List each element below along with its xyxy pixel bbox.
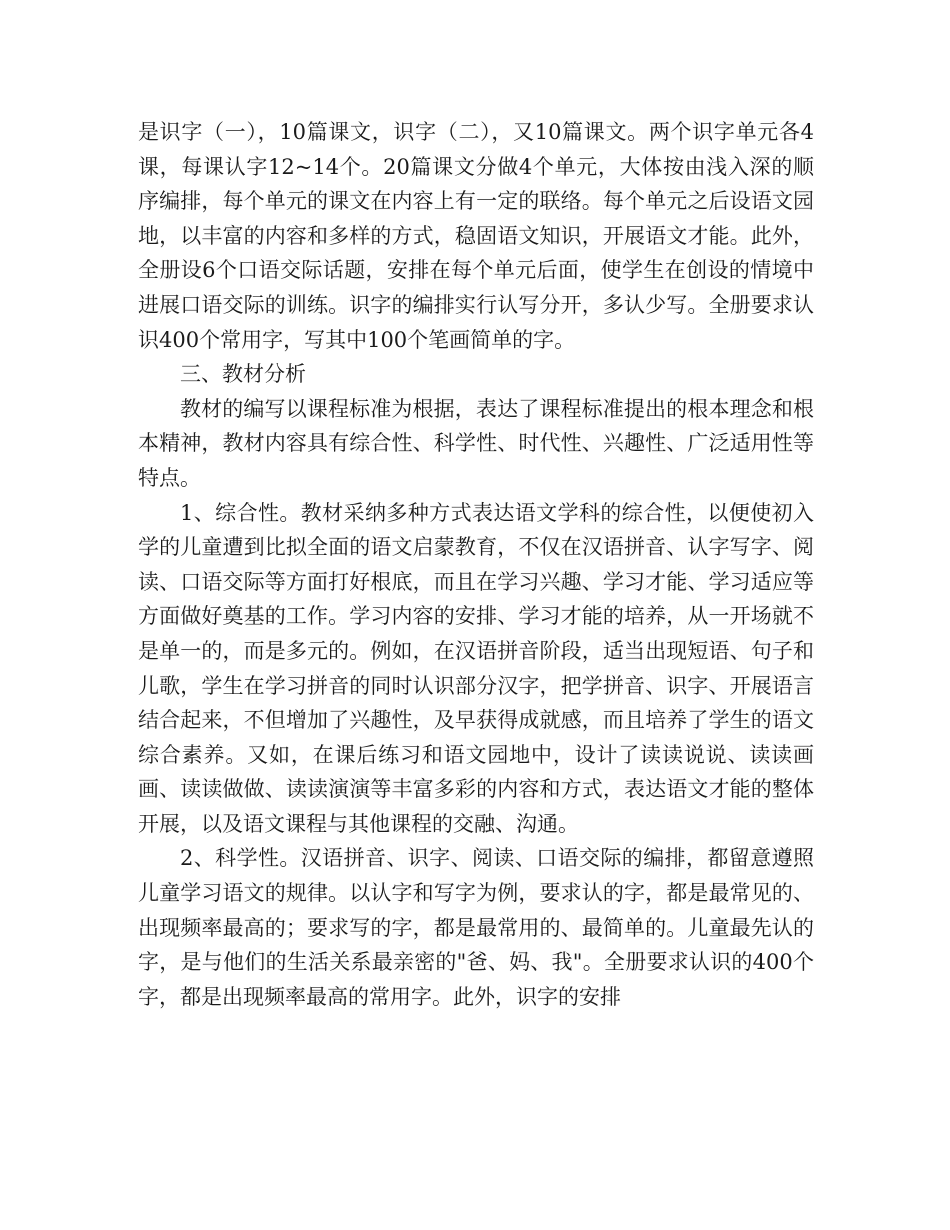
- paragraph-scientific: 2、科学性。汉语拼音、识字、阅读、口语交际的编排，都留意遵照儿童学习语文的规律。以认字和写字为例，要求认的字，都是最常见的、出现频率最高的；要求写的字，都是最常用的、最简单的。儿童最先认的字，是与他们的生活关系最亲密的"爸、妈、我"。全册要求认识的400个字，都是出现频率最高的常用字。此外，识字的安排: [138, 846, 814, 1009]
- paragraph-intro: 教材的编写以课程标准为根据，表达了课程标准提出的根本理念和根本精神，教材内容具有综合性、科学性、时代性、兴趣性、广泛适用性等特点。: [138, 396, 814, 490]
- document-page: [138, 115, 814, 1014]
- paragraph-continuation: 是识字（一），10篇课文，识字（二），又10篇课文。两个识字单元各4课，每课认字12~14个。20篇课文分做4个单元，大体按由浅入深的顺序编排，每个单元的课文在内容上有一定的联络。每个单元之后设语文园地，以丰富的内容和多样的方式，稳固语文知识，开展语文才能。此外，全册设6个口语交际话题，安排在每个单元后面，使学生在创设的情境中进展口语交际的训练。识字的编排实行认写分开，多认少写。全册要求认识400个常用字，写其中100个笔画简单的字。: [138, 120, 814, 352]
- section-heading: 三、教材分析: [180, 362, 306, 387]
- paragraph-comprehensive: 1、综合性。教材采纳多种方式表达语文学科的综合性，以便使初入学的儿童遭到比拟全面的语文启蒙教育，不仅在汉语拼音、认字写字、阅读、口语交际等方面打好根底，而且在学习兴趣、学习才能、学习适应等方面做好奠基的工作。学习内容的安排、学习才能的培养，从一开场就不是单一的，而是多元的。例如，在汉语拼音阶段，适当出现短语、句子和儿歌，学生在学习拼音的同时认识部分汉字，把学拼音、识字、开展语言结合起来，不但增加了兴趣性，及早获得成就感，而且培养了学生的语文综合素养。又如，在课后练习和语文园地中，设计了读读说说、读读画画、读读做做、读读演演等丰富多彩的内容和方式，表达语文才能的整体开展，以及语文课程与其他课程的交融、沟通。: [138, 500, 814, 836]
